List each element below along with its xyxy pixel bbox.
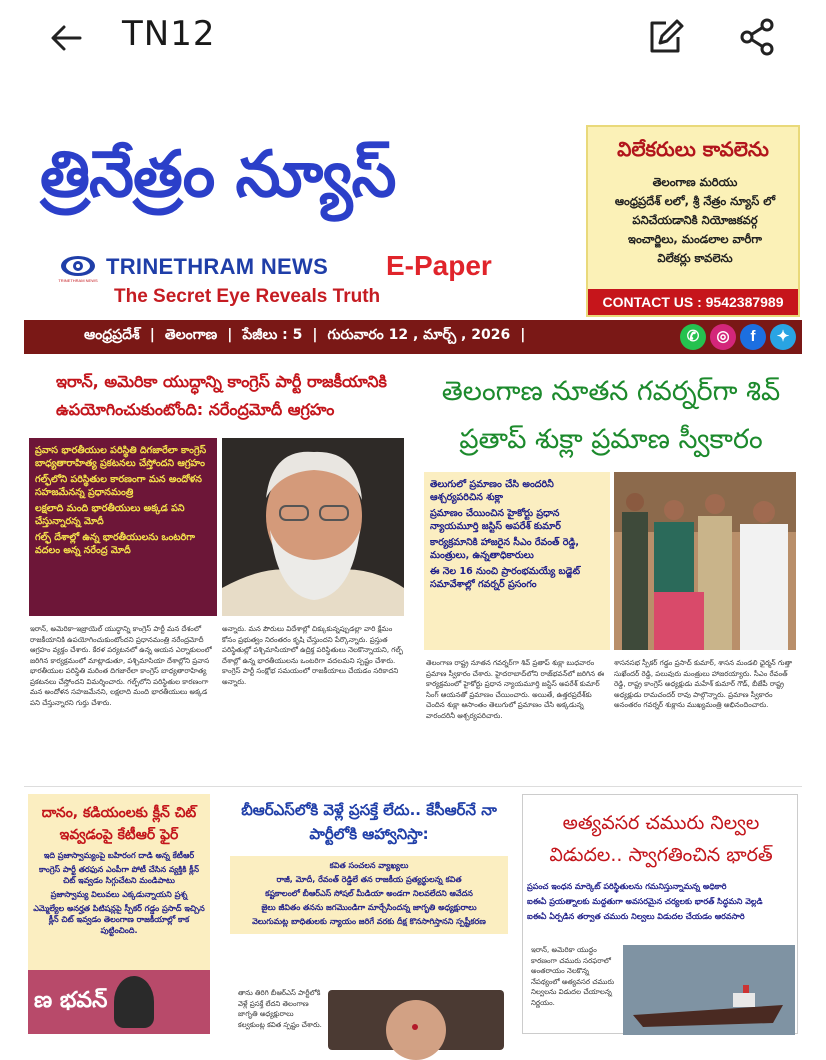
app-bar	[0, 0, 826, 76]
story3-card[interactable]	[28, 794, 210, 1034]
story5-headline: అత్యవసర చమురు నిల్వల విడుదల.. స్వాగతించిన భారత్	[549, 812, 773, 866]
issue-date: గురువారం 12 , మార్చ్ , 2026	[327, 327, 511, 343]
highlight-item: ఎమ్మెల్యేల అనర్హత పిటిషన్లపై స్పీకర్ గడ్డం ప్రసాద్ ఇచ్చిన క్లీన్ చిట్ ఇవ్వడం తెలంగాణ రాజకీయాల్లో కాక పుట్టించింది.	[33, 904, 205, 935]
story1-body-column: ఇరాన్, అమెరికా-ఇజ్రాయెల్ యుద్ధాన్ని కాంగ్రెస్ పార్టీ మన దేశంలో రాజకీయానికి ఉపయోగించుకుంటోందని ప్రధానమంత్రి నరేంద్రమోదీ ఆగ్రహం వ్యక్తం చేశారు. కేరళ పర్యటనలో ఉన్న ఆయన ఎర్నాకులంలో జరిగిన కార్యక్రమంలో మాట్లాడుతూ, పశ్చిమాసియా దేశాల్లోని ప్రవాస భారతీయుల పరిస్థితి మరింత దిగజారేలా కాంగ్రెస్ బాధ్యతారాహిత్య ప్రకటనలు చేస్తోందని విమర్శించారు. గల్ఫ్‌లోని పరిస్థితుల కారణంగా మన అందోళన సహజమేనని, లక్షలాది మంది భారతీయులు అక్కడ పని చేస్తున్నారని గుర్తు చేశారు.	[30, 625, 212, 707]
facebook-icon[interactable]: f	[740, 324, 766, 350]
highlight-item: గల్ఫ్ దేశాల్లో ఉన్న భారతీయులను ఒంటరిగా వదలం అన్న నరేంద్ర మోదీ	[35, 532, 196, 556]
story5-highlights	[527, 881, 795, 926]
story2-body-column: శాసనసభ స్పీకర్ గడ్డం ప్రసాద్ కుమార్, శాసన మండలి ఛైర్మన్ గుత్తా సుఖేందర్ రెడ్డి, పలువురు మంత్రులు హాజరయ్యారు. సీఎం రేవంత్ రెడ్డి, రాష్ట్ర కాంగ్రెస్ అధ్యక్షుడు మహేశ్ కుమార్ గౌడ్, బీజేపీ రాష్ట్ర అధ్యక్షుడు రామచందర్ రావు పాల్గొన్నారు. ప్రమాణ స్వీకారం అనంతరం గవర్నర్ శుక్లాను ముఖ్యమంత్రి అభినందించారు.	[614, 659, 793, 709]
edition-label: E-Paper	[386, 250, 492, 281]
story1-highlights	[29, 438, 217, 616]
story2-headline[interactable]: తెలంగాణ నూతన గవర్నర్‌గా శివ్ ప్రతాప్ శుక్లా ప్రమాణ స్వీకారం	[441, 376, 781, 455]
highlight-item: లక్షలాది మంది భారతీయులు అక్కడ పని చేస్తున్నారన్న మోదీ	[35, 503, 185, 527]
highlight-item: రాజీ, మోదీ, రేవంత్ రెడ్డిలే తన రాజకీయ ప్రత్యర్థులన్న కవిత	[276, 875, 462, 884]
highlight-item: కార్యక్రమానికి హాజరైన సీఎం రేవంత్ రెడ్డి, మంత్రులు, ఉన్నతాధికారులు	[430, 537, 580, 561]
story2-photo	[614, 472, 796, 650]
portrait-photo	[222, 438, 404, 616]
masthead-slogan: The Secret Eye Reveals Truth	[114, 286, 381, 307]
bindi-mark	[412, 1024, 418, 1030]
edition-info-bar	[24, 320, 802, 354]
recruitment-advert	[586, 125, 800, 317]
advert-heading: విలేకరులు కావలెను	[617, 137, 769, 161]
highlight-item: తెలుగులో ప్రమాణం చేసి అందరినీ ఆశ్చర్యపరిచిన శుక్లా	[430, 479, 554, 503]
edit-button[interactable]	[644, 16, 686, 58]
epaper-page[interactable]	[0, 76, 826, 1029]
logo-caption: TRINETHRAM NEWS	[58, 278, 98, 283]
advert-line: ఆంధ్రప్రదేశ్ లలో, శ్రీ నేత్రం న్యూస్ లో	[614, 194, 776, 208]
photo-caption: ణ భవన్	[34, 988, 108, 1013]
document-title: TN12	[122, 14, 216, 54]
share-button[interactable]	[736, 16, 778, 58]
page-count: పేజీలు : 5	[242, 327, 303, 343]
person-photo	[114, 976, 154, 1028]
masthead-telugu-title: త్రినేత్రం న్యూస్	[40, 138, 396, 212]
story4-headline: బీఆర్ఎస్‌లోకి వెళ్లే ప్రసక్తే లేదు.. కేసీఆర్‌నే నా పార్టీలోకి ఆహ్వానిస్తా:	[241, 801, 497, 843]
story3-photo	[28, 970, 210, 1034]
highlight-item: ప్రపంచ ఇంధన మార్కెట్ పరిస్థితులను గమనిస్తున్నామన్న అధికారి	[527, 882, 727, 891]
highlight-item: గల్ఫ్‌లోని పరిస్థితుల కారణంగా మన అందోళన సహజమేనన్న ప్రధానమంత్రి	[35, 474, 202, 498]
story1-body-column: అన్నారు. మన పౌరులు విదేశాల్లో చిక్కుకున్నప్పుడల్లా వారి క్షేమం కోసం ప్రభుత్వం నిరంతరం కృషి చేస్తుందని పేర్కొన్నారు. ప్రస్తుత పరిస్థితుల్లో పశ్చిమాసియాలో ఉద్రిక్త పరిస్థితులు నెలకొన్నాయని, గల్ఫ్ దేశాల్లో ఉన్న భారతీయులను ఒంటరిగా వదలమని స్పష్టం చేశారు. కాంగ్రెస్ పార్టీ సంక్షోభ సమయంలో రాజకీయాలు చేయడం సరికాదని అన్నారు.	[222, 625, 404, 686]
story3-headline: దానం, కడియంలకు క్లీన్ చిట్ ఇవ్వడంపై కేటీఆర్ ఫైర్	[41, 805, 197, 843]
person-photo	[386, 1000, 446, 1060]
story3-highlights	[32, 850, 206, 939]
advert-body	[598, 173, 792, 268]
eye-logo-icon	[58, 252, 98, 284]
edit-icon	[644, 16, 686, 58]
story2-highlights	[424, 472, 610, 650]
highlight-item: ప్రజాస్వామ్య విలువలు ఎక్కడున్నాయని ప్రశ్న	[50, 890, 188, 899]
highlight-item: ఐఈఏ ప్రయత్నాలకు మద్దతుగా అవసరమైన చర్యలకు భారత్ సిద్ధమని వెల్లడి	[527, 897, 763, 906]
edition-meta: ఆంధ్రప్రదేశ్ | తెలంగాణ | పేజీలు : 5 | గురువారం 12 , మార్చ్ , 2026 |	[84, 327, 526, 343]
highlight-item: కవిత సంచలన వ్యాఖ్యలు	[329, 861, 409, 870]
highlight-item: వెలుగుమట్ల బాధితులకు న్యాయం జరిగే వరకు దీక్ష కొనసాగిస్తానని స్పష్టీకరణ	[252, 917, 486, 926]
story4-highlights	[230, 856, 508, 934]
tanker-ship-photo	[623, 945, 795, 1035]
story4-card[interactable]	[226, 794, 512, 1034]
story5-card[interactable]	[522, 794, 798, 1034]
highlight-item: ఈ నెల 16 నుంచి ప్రారంభమయ్యే బడ్జెట్ సమావేశాల్లో గవర్నర్ ప్రసంగం	[430, 566, 581, 590]
whatsapp-icon[interactable]: ✆	[680, 324, 706, 350]
story5-photo	[623, 945, 795, 1035]
highlight-item: ప్రమాణం చేయించిన హైకోర్టు ప్రధాన న్యాయమూర్తి జస్టిస్ అపరేశ్ కుమార్	[430, 508, 561, 532]
instagram-icon[interactable]: ◎	[710, 324, 736, 350]
highlight-item: జైలు జీవితం తనను జగమొండిగా మార్చేసిందన్న జాగృతి అధ్యక్షురాలు	[261, 903, 477, 912]
advert-line: తెలంగాణ మరియు	[652, 175, 738, 189]
advert-line: పనిచేయడానికి నియోజకవర్గ	[632, 213, 758, 227]
highlight-item: ప్రవాస భారతీయుల పరిస్థితి దిగజారేలా కాంగ్రెస్ బాధ్యతారాహిత్య ప్రకటనలు చేస్తోందని ఆగ్రహం	[35, 445, 207, 469]
arrow-left-icon	[46, 18, 86, 58]
highlight-item: కష్టకాలంలో బీఆర్ఎస్ సోషల్ మీడియా అండగా నిలవలేదని ఆవేదన	[265, 889, 473, 898]
highlight-item: కాంగ్రెస్ పార్టీ తరఫున ఎంపీగా పోటీ చేసిన వ్యక్తికి క్లీన్ చిట్ ఇవ్వడం సిగ్గుచేటని మండిపాటు	[38, 865, 200, 885]
advert-line: విలేకర్లు కావలెను	[657, 251, 733, 265]
back-button[interactable]	[46, 18, 86, 58]
state-andhra-pradesh: ఆంధ్రప్రదేశ్	[84, 327, 140, 343]
story2-body-column: తెలంగాణ రాష్ట్ర నూతన గవర్నర్‌గా శివ్ ప్రతాప్ శుక్లా బుధవారం ప్రమాణ స్వీకారం చేశారు. హైదరాబాద్‌లోని రాజ్‌భవన్‌లో జరిగిన ఈ కార్యక్రమంలో హైకోర్టు ప్రధాన న్యాయమూర్తి జస్టిస్ అపరేశ్ కుమార్ సింగ్ ఆయనతో ప్రమాణం చేయించారు. అయితే, ఉత్తరప్రదేశ్‌కు చెందిన శుక్లా ఆసాంతం తెలుగులో ప్రమాణం చేసి అక్కడున్న వారందరినీ ఆశ్చర్యపరిచారు.	[426, 659, 605, 720]
masthead-english-title: TRINETHRAM NEWS	[106, 254, 329, 279]
share-icon	[736, 16, 778, 58]
advert-line: ఇంచార్జిలు, మండలాల వారీగా	[628, 232, 762, 246]
story1-photo	[222, 438, 404, 616]
state-telangana: తెలంగాణ	[164, 327, 218, 343]
story5-body-column: ఇరాన్, అమెరికా యుద్ధం కారణంగా చమురు సరఫరాలో అంతరాయం నెలకొన్న నేపథ్యంలో అత్యవసర చమురు నిల్వలను విడుదల చేయాలన్న నిర్ణయం.	[531, 946, 615, 1007]
story4-body-column: తాను తిరిగి బీఆర్ఎస్ పార్టీలోకి వెళ్లే ప్రసక్తే లేదని తెలంగాణ జాగృతి అధ్యక్షురాలు కల్వకుంట్ల కవిత స్పష్టం చేశారు.	[238, 989, 322, 1029]
story1-headline[interactable]: ఇరాన్, అమెరికా యుద్ధాన్ని కాంగ్రెస్ పార్టీ రాజకీయానికి ఉపయోగించుకుంటోంది: నరేంద్రమోదీ ఆగ్రహం	[56, 372, 387, 419]
advert-contact: CONTACT US : 9542387989	[588, 289, 798, 315]
twitter-icon[interactable]: ✦	[770, 324, 796, 350]
ceremony-photo	[614, 472, 796, 650]
section-divider	[24, 786, 802, 787]
highlight-item: ఐఈఏ ఏర్పడిన తర్వాత చమురు నిల్వలు విడుదల చేయడం ఆరవసారి	[527, 912, 745, 921]
highlight-item: ఇది ప్రజాస్వామ్యంపై బహిరంగ దాడి అన్న కేటీఆర్	[43, 851, 195, 860]
story4-photo	[328, 990, 504, 1050]
